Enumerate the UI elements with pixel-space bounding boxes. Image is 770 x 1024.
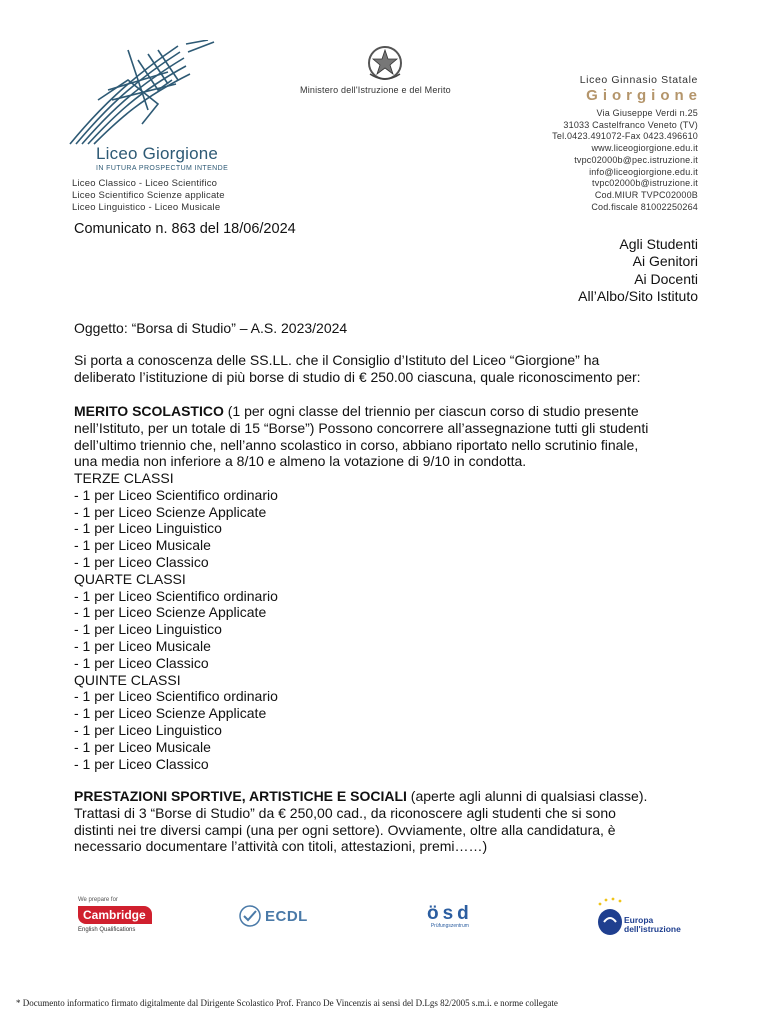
class-group-item: - 1 per Liceo Scienze Applicate bbox=[74, 705, 267, 722]
class-group-item: - 1 per Liceo Classico bbox=[74, 755, 209, 772]
intro-paragraph bbox=[74, 352, 724, 386]
merito-line: nell’Istituto, per un totale di 15 “Borse”) Possono concorrere all’assegnazione tutti gli studenti bbox=[74, 419, 649, 436]
address-line: Tel.0423.491072-Fax 0423.496610 bbox=[552, 131, 698, 142]
cambridge-badge: Cambridge bbox=[78, 906, 152, 924]
class-group-item: - 1 per Liceo Linguistico bbox=[74, 721, 222, 738]
address-line: Cod.MIUR TVPC02000B bbox=[594, 189, 698, 200]
class-group-item: - 1 per Liceo Musicale bbox=[74, 738, 211, 755]
istruzione-email-link[interactable]: tvpc02000b@istruzione.it bbox=[592, 178, 698, 189]
class-group-title: TERZE CLASSI bbox=[74, 470, 174, 486]
ecdl-emblem-icon bbox=[238, 904, 262, 928]
subject-line: Oggetto: “Borsa di Studio” – A.S. 2023/2024 bbox=[74, 320, 348, 336]
school-name: Giorgione bbox=[586, 87, 702, 104]
osd-logo bbox=[427, 903, 473, 929]
ecdl-logo bbox=[238, 904, 308, 928]
school-contact-block bbox=[552, 74, 702, 213]
cambridge-tagline: We prepare for bbox=[78, 897, 118, 903]
school-types bbox=[72, 178, 225, 214]
class-group-item: - 1 per Liceo Scientifico ordinario bbox=[74, 688, 278, 705]
class-group-item: - 1 per Liceo Classico bbox=[74, 553, 209, 570]
class-group-title: QUARTE CLASSI bbox=[74, 570, 186, 587]
europa-label-line: dell'istruzione bbox=[624, 924, 681, 934]
class-group-item: - 1 per Liceo Scienze Applicate bbox=[74, 604, 267, 621]
logo-school-name: Liceo Giorgione bbox=[96, 144, 219, 163]
merito-heading: MERITO SCOLASTICO bbox=[74, 403, 224, 419]
recipients-block bbox=[578, 236, 698, 306]
class-group-item: - 1 per Liceo Classico bbox=[74, 654, 209, 671]
europa-istruzione-logo bbox=[594, 896, 681, 942]
school-address bbox=[552, 108, 698, 213]
ecdl-label: ECDL bbox=[265, 907, 308, 925]
osd-subtitle: Prüfungszentrum bbox=[430, 923, 469, 929]
ministry-label: Ministero dell'Istruzione e del Merito bbox=[300, 85, 451, 95]
prestazioni-first-line-text: (aperte agli alunni di qualsiasi classe). bbox=[406, 788, 648, 804]
recipient: Agli Studenti bbox=[619, 236, 698, 252]
intro-line: Si porta a conoscenza delle SS.LL. che il Consiglio d’Istituto del Liceo “Giorgione” ha bbox=[74, 352, 600, 368]
cambridge-logo bbox=[78, 897, 152, 933]
prestazioni-line: distinti nei tre diversi campi (una per ogni settore). Ovviamente, oltre alla candidatura, è bbox=[74, 821, 616, 838]
class-group-item: - 1 per Liceo Linguistico bbox=[74, 520, 222, 537]
recipient: Ai Docenti bbox=[634, 270, 698, 287]
prestazioni-line: Trattasi di 3 “Borse di Studio” da € 250,00 cad., da riconoscere agli studenti che si sono bbox=[74, 804, 616, 821]
prestazioni-first-line bbox=[74, 788, 728, 805]
intro-line: deliberato l’istituzione di più borse di studio di € 250.00 ciascuna, quale riconoscimento per: bbox=[74, 368, 641, 385]
digital-signature-footnote: * Documento informatico firmato digitalmente dal Dirigente Scolastico Prof. Franco De Vincenzis ai sensi del D.Lgs 82/2005 s.m.i. e norme collegate bbox=[16, 998, 558, 1008]
class-group-item: - 1 per Liceo Scienze Applicate bbox=[74, 503, 267, 520]
merito-first-line bbox=[74, 403, 728, 420]
school-type-line: Liceo Linguistico - Liceo Musicale bbox=[72, 202, 221, 213]
europa-label bbox=[624, 916, 681, 934]
class-groups-list bbox=[74, 470, 724, 772]
info-email-link[interactable]: info@liceogiorgione.edu.it bbox=[589, 166, 698, 177]
osd-label: ösd bbox=[427, 903, 473, 924]
class-group-item: - 1 per Liceo Linguistico bbox=[74, 621, 222, 638]
prestazioni-paragraph bbox=[74, 788, 728, 855]
address-line: Via Giuseppe Verdi n.25 bbox=[596, 108, 698, 118]
school-type-line: Liceo Classico - Liceo Scientifico bbox=[72, 178, 218, 189]
merito-first-line-text: (1 per ogni classe del triennio per ciascun corso di studio presente bbox=[223, 403, 639, 419]
cambridge-subtitle: English Qualifications bbox=[78, 927, 136, 933]
merito-line: una media non inferiore a 8/10 e almeno la votazione di 9/10 in condotta. bbox=[74, 453, 527, 470]
address-line: Cod.fiscale 81002250264 bbox=[591, 201, 698, 212]
italian-republic-emblem-icon bbox=[366, 44, 404, 82]
class-group-title: QUINTE CLASSI bbox=[74, 671, 181, 688]
address-line: 31033 Castelfranco Veneto (TV) bbox=[563, 119, 698, 130]
merito-paragraph bbox=[74, 403, 728, 470]
pec-email-link[interactable]: tvpc02000b@pec.istruzione.it bbox=[574, 154, 698, 165]
merito-line: dell’ultimo triennio che, nell’anno scolastico in corso, abbiano riportato nello scrutinio finale, bbox=[74, 436, 639, 453]
prestazioni-line: necessario documentare l’attività con titoli, attestazioni, premi……) bbox=[74, 838, 488, 855]
class-group-item: - 1 per Liceo Scientifico ordinario bbox=[74, 587, 278, 604]
class-group-item: - 1 per Liceo Musicale bbox=[74, 637, 211, 654]
website-link[interactable]: www.liceogiorgione.edu.it bbox=[591, 143, 698, 154]
europa-label-line: Europa bbox=[624, 915, 654, 925]
school-title: Liceo Ginnasio Statale bbox=[579, 74, 698, 86]
comunicato-number: Comunicato n. 863 del 18/06/2024 bbox=[74, 221, 296, 237]
prestazioni-heading: PRESTAZIONI SPORTIVE, ARTISTICHE E SOCIALI bbox=[74, 788, 407, 804]
school-type-line: Liceo Scientifico Scienze applicate bbox=[72, 190, 225, 201]
class-group-item: - 1 per Liceo Musicale bbox=[74, 537, 211, 554]
liceo-giorgione-logo-graphic bbox=[68, 40, 218, 150]
logo-motto: IN FUTURA PROSPECTUM INTENDE bbox=[96, 165, 229, 172]
recipient: All’Albo/Sito Istituto bbox=[578, 288, 698, 305]
recipient: Ai Genitori bbox=[632, 253, 698, 270]
class-group-item: - 1 per Liceo Scientifico ordinario bbox=[74, 486, 278, 503]
